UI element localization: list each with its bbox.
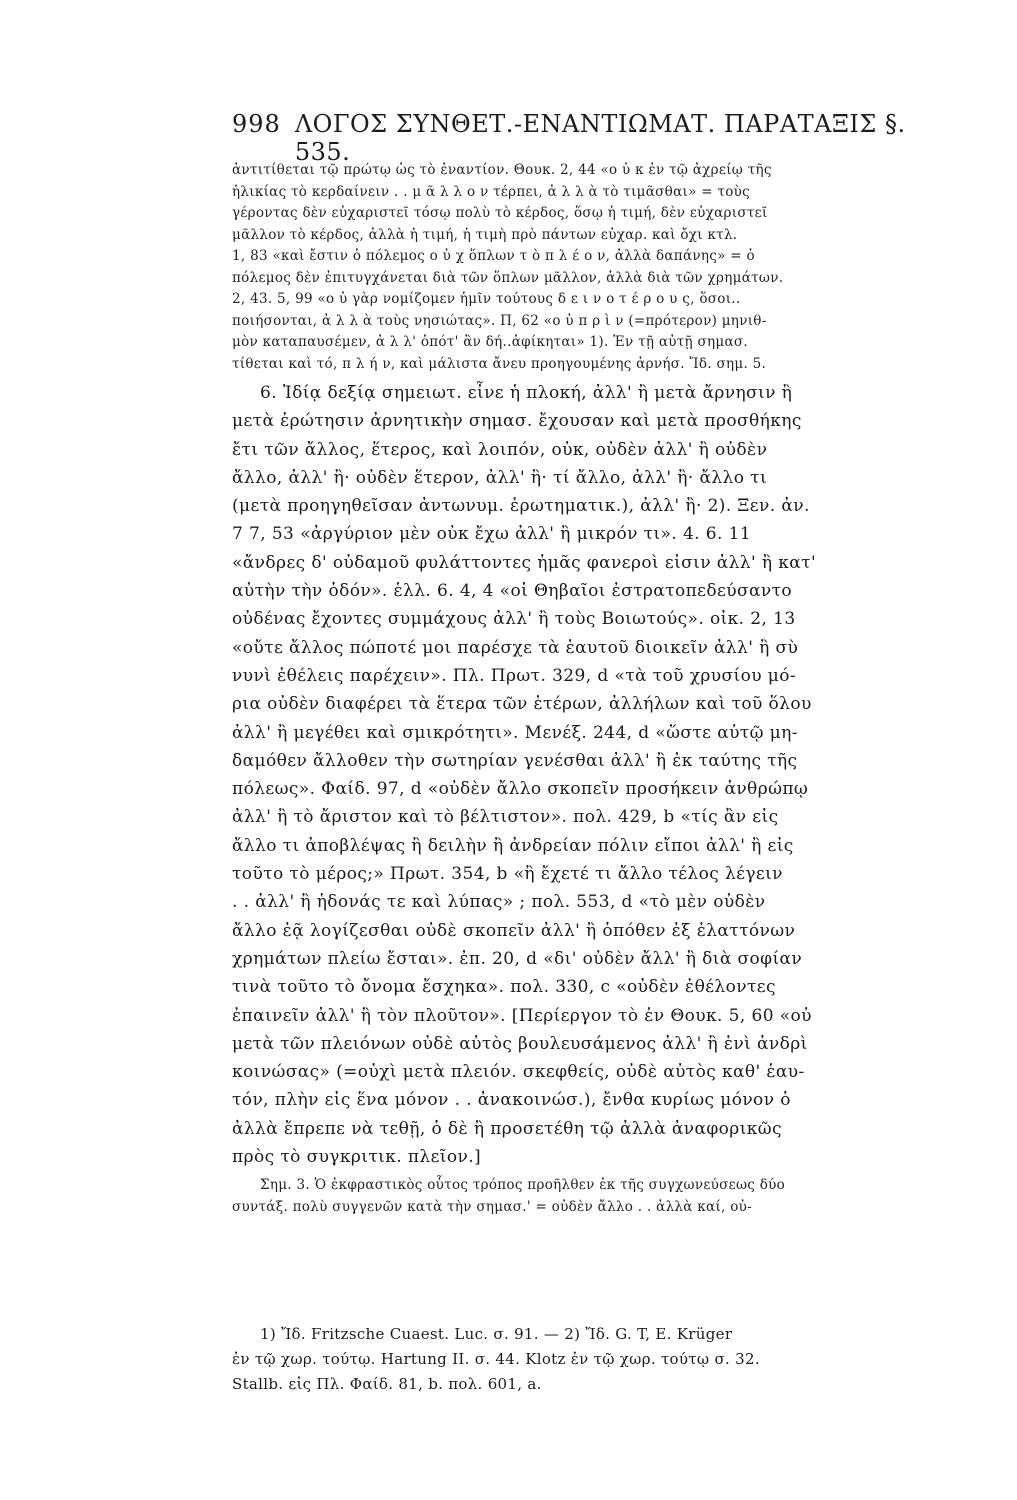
text-line: ἀλλὰ ἔπρεπε νὰ τεθῇ, ὁ δὲ ἢ προσετέθη τῷ ἀλλὰ ἀναφορικῶς [232, 1118, 782, 1139]
small-print-paragraph [232, 160, 927, 375]
text-line: ἄλλο, ἀλλ' ἢ· οὐδὲν ἕτερον, ἀλλ' ἢ· τί ἄλλο, ἀλλ' ἢ· ἄλλο τι [232, 467, 768, 488]
running-title: ΛΟΓΟΣ ΣΥΝΘΕΤ.-ΕΝΑΝΤΙΩΜΑΤ. ΠΑΡΑΤΑΞΙΣ §. 535. [294, 110, 906, 166]
text-line: ἀντιτίθεται τῷ πρώτῳ ὡς τὸ ἐναντίον. Θουκ. 2, 44 «ο ὐ κ ἐν τῷ ἀχρείῳ τῆς [232, 162, 772, 178]
text-line: μετὰ τῶν πλειόνων οὐδὲ αὐτὸς βουλευσάμενος ἀλλ' ἢ ἑνὶ ἀνδρὶ [232, 1033, 808, 1054]
text-line: χρημάτων πλείω ἔσται». ἐπ. 20, d «δι' οὐδὲν ἄλλ' ἢ διὰ σοφίαν [232, 948, 803, 969]
text-line: . . ἀλλ' ἢ ἡδονάς τε καὶ λύπας» ; πολ. 553, d «τὸ μὲν οὐδὲν [232, 892, 766, 913]
text-line: «ἄνδρες δ' οὐδαμοῦ φυλάττοντες ἡμᾶς φανεροὶ εἰσιν ἀλλ' ἢ κατ' [232, 552, 817, 573]
text-line: 2, 43. 5, 99 «ο ὐ γὰρ νομίζομεν ἡμῖν τούτους δ ε ι ν ο τ έ ρ ο υ ς, ὅσοι.. [232, 291, 741, 307]
text-line: συντάξ. πολὺ συγγενῶν κατὰ τὴν σημασ.' = οὐδὲν ἄλλο . . ἀλλὰ καί, οὐ- [232, 1198, 753, 1215]
page-body [232, 160, 927, 1218]
text-line: 7 7, 53 «ἀργύριον μὲν οὐκ ἔχω ἀλλ' ἢ μικρόν τι». 4. 6. 11 [232, 524, 752, 545]
text-line: μὸν καταπαυσέμεν, ἀ λ λ' ὁπότ' ἂν δή..ἀφίκηται» 1). Ἐν τῇ αὐτῇ σημασ. [232, 334, 749, 350]
text-line: μᾶλλον τὸ κέρδος, ἀλλὰ ἡ τιμή, ἡ τιμὴ πρὸ πάντων εὐχαρ. καὶ ὄχι κτλ. [232, 226, 738, 243]
text-line: 1, 83 «καὶ ἔστιν ὁ πόλεμος ο ὐ χ ὅπλων τ ὸ π λ έ ο ν, ἀλλὰ δαπάνης» = ὁ [232, 248, 755, 264]
text-line: πόλεως». Φαίδ. 97, d «οὐδὲν ἄλλο σκοπεῖν προσήκειν ἀνθρώπῳ [232, 779, 809, 800]
running-header [232, 110, 927, 166]
text-line: κοινώσας» (=οὐχὶ μετὰ πλειόν. σκεφθείς, οὐδὲ αὐτὸς καθ' ἑαυ- [232, 1062, 805, 1083]
text-line: (μετὰ προηγηθεῖσαν ἀντωνυμ. ἐρωτηματικ.), ἀλλ' ἢ· 2). Ξεν. ἀν. [232, 496, 810, 517]
text-line: ἡλικίας τὸ κερδαίνειν . . μ ᾶ λ λ ο ν τέρπει, ἀ λ λ ὰ τὸ τιμᾶσθαι» = τοὺς [232, 183, 751, 200]
text-line: τοῦτο τὸ μέρος;» Πρωτ. 354, b «ἢ ἔχετέ τι ἄλλο τέλος λέγειν [232, 864, 783, 885]
text-line: ἀλλ' ἢ μεγέθει καὶ σμικρότητι». Μενέξ. 244, d «ὥστε αὐτῷ μη- [232, 722, 798, 743]
text-line: ἔτι τῶν ἄλλος, ἕτερος, καὶ λοιπόν, οὐκ, οὐδὲν ἀλλ' ἢ οὐδὲν [232, 439, 768, 460]
footnote-line: ἐν τῷ χωρ. τούτῳ. Hartung II. σ. 44. Klotz ἐν τῷ χωρ. τούτῳ σ. 32. [232, 1350, 760, 1368]
text-line: δαμόθεν ἄλλοθεν τὴν σωτηρίαν γενέσθαι ἀλλ' ἢ ἐκ ταύτης τῆς [232, 750, 798, 771]
text-line: ποιήσονται, ἀ λ λ ὰ τοὺς νησιώτας». Π, 62 «ο ὐ π ρ ὶ ν (=πρότερον) μηνιθ- [232, 312, 767, 329]
text-line: τίθεται καὶ τό, π λ ή ν, καὶ μάλιστα ἄνευ προηγουμένης ἀρνήσ. Ἴδ. σημ. 5. [232, 355, 767, 372]
text-line: αὐτὴν τὴν ὁδόν». ἑλλ. 6. 4, 4 «οἱ Θηβαῖοι ἐστρατοπεδεύσαντο [232, 581, 793, 602]
text-line: μετὰ ἐρώτησιν ἀρνητικὴν σημασ. ἔχουσαν καὶ μετὰ προσθήκης [232, 411, 802, 432]
text-line: Σημ. 3. Ὁ ἐκφραστικὸς οὗτος τρόπος προῆλθεν ἐκ τῆς συγχωνεύσεως δύο [260, 1177, 786, 1194]
text-line: ἄλλο τι ἀποβλέψας ἢ δειλὴν ἢ ἀνδρείαν πόλιν εἴποι ἀλλ' ἢ εἰς [232, 835, 794, 856]
main-paragraph [232, 379, 927, 1171]
text-line: πόλεμος δὲν ἐπιτυγχάνεται διὰ τῶν ὅπλων μᾶλλον, ἀλλὰ διὰ τῶν χρημάτων. [232, 269, 784, 286]
note-paragraph [232, 1175, 927, 1218]
text-line: γέροντας δὲν εὐχαριστεῖ τόσῳ πολὺ τὸ κέρδος, ὅσῳ ἡ τιμή, δὲν εὐχαριστεῖ [232, 205, 768, 221]
text-line: 6. Ἰδίᾳ δεξίᾳ σημειωτ. εἶνε ἡ πλοκή, ἀλλ' ἢ μετὰ ἄρνησιν ἢ [260, 383, 793, 403]
footnote-line: 1) Ἴδ. Fritzsche Cuaest. Luc. σ. 91. — 2) Ἴδ. G. T, E. Krüger [260, 1325, 733, 1343]
text-line: «οὔτε ἄλλος πώποτέ μοι παρέσχε τὰ ἑαυτοῦ διοικεῖν ἀλλ' ἢ σὺ [232, 637, 799, 658]
footnote-line: Stallb. εἰς Πλ. Φαίδ. 81, b. πολ. 601, a. [232, 1375, 542, 1393]
text-line: ἐπαινεῖν ἀλλ' ἢ τὸν πλοῦτον». [Περίεργον τὸ ἐν Θουκ. 5, 60 «οὐ [232, 1005, 812, 1026]
text-line: πρὸς τὸ συγκριτικ. πλεῖον.] [232, 1147, 482, 1168]
text-line: οὐδένας ἔχοντες συμμάχους ἀλλ' ἢ τοὺς Βοιωτούς». οἰκ. 2, 13 [232, 609, 796, 630]
text-line: ἀλλ' ἢ τὸ ἄριστον καὶ τὸ βέλτιστον». πολ. 429, b «τίς ἂν εἰς [232, 807, 779, 828]
text-line: τινὰ τοῦτο τὸ ὄνομα ἔσχηκα». πολ. 330, c «οὐδὲν ἐθέλοντες [232, 977, 776, 998]
text-line: ἄλλο ἐᾷ λογίζεσθαι οὐδὲ σκοπεῖν ἀλλ' ἢ ὁπόθεν ἐξ ἐλαττόνων [232, 920, 796, 941]
page-number: 998 [232, 110, 281, 138]
text-line: ρια οὐδὲν διαφέρει τὰ ἕτερα τῶν ἑτέρων, ἀλλήλων καὶ τοῦ ὅλου [232, 694, 812, 715]
text-line: νυνὶ ἐθέλεις παρέχειν». Πλ. Πρωτ. 329, d «τὰ τοῦ χρυσίου μό- [232, 665, 796, 686]
text-line: τόν, πλὴν εἰς ἕνα μόνον . . ἀνακοινώσ.), ἔνθα κυρίως μόνον ὁ [232, 1090, 791, 1111]
footnotes [232, 1322, 927, 1397]
